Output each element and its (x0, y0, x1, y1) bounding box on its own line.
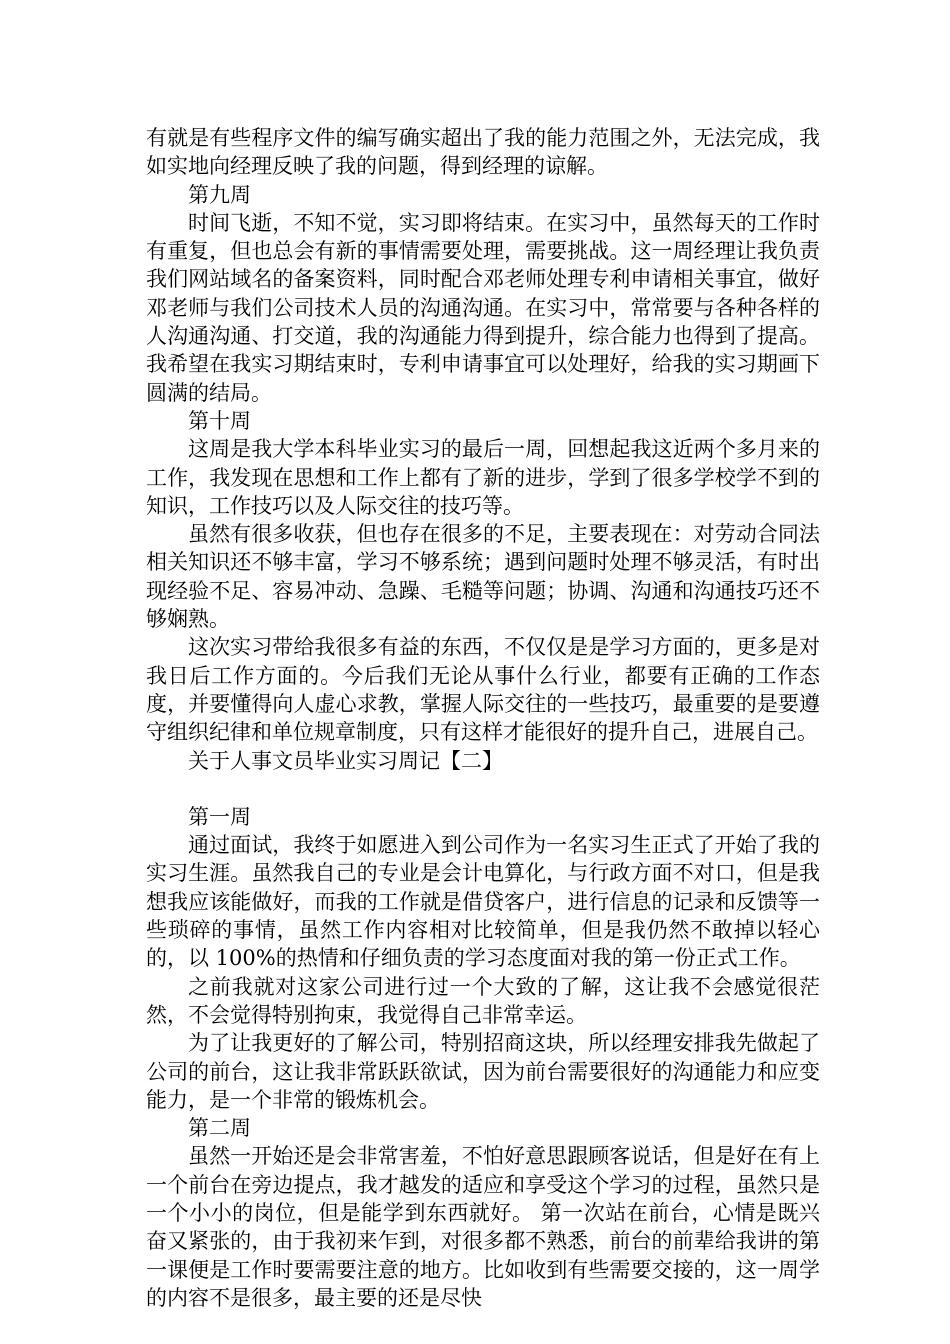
document-body (146, 124, 820, 1312)
paragraph: 为了让我更好的了解公司，特别招商这块，所以经理安排我先做起了公司的前台，这让我非常跃跃欲试，因为前台需要很好的沟通能力和应变能力，是一个非常的锻炼机会。 (146, 1031, 820, 1112)
paragraph: 时间飞逝，不知不觉，实习即将结束。在实习中，虽然每天的工作时有重复，但也总会有新的事情需要处理，需要挑战。这一周经理让我负责我们网站域名的备案资料，同时配合邓老师处理专利申请相关事宜，做好邓老师与我们公司技术人员的沟通沟通。在实习中，常常要与各种各样的人沟通沟通、打交道，我的沟通能力得到提升，综合能力也得到了提高。我希望在我实习期结束时，专利申请事宜可以处理好，给我的实习期画下圆满的结局。 (146, 210, 820, 405)
paragraph: 这次实习带给我很多有益的东西，不仅仅是是学习方面的，更多是对我日后工作方面的。今后我们无论从事什么行业，都要有正确的工作态度，并要懂得向人虚心求教，掌握人际交往的一些技巧，最重要的是要遵守组织纪律和单位规章制度，只有这样才能很好的提升自己，进展自己。 (146, 635, 820, 745)
document-subtitle: 关于人事文员毕业实习周记【二】 (188, 748, 503, 773)
paragraph: 有就是有些程序文件的编写确实超出了我的能力范围之外，无法完成，我如实地向经理反映了我的问题，得到经理的谅解。 (146, 126, 820, 179)
paragraph: 这周是我大学本科毕业实习的最后一周，回想起我这近两个多月来的工作，我发现在思想和工作上都有了新的进步，学到了很多学校学不到的知识，工作技巧以及人际交往的技巧等。 (146, 437, 820, 518)
paragraph: 通过面试，我终于如愿进入到公司作为一名实习生正式了开始了我的实习生涯。虽然我自己的专业是会计电算化，与行政方面不对口，但是我想我应该能做好，而我的工作就是借贷客户，进行信息的记录和反馈等一些琐碎的事情，虽然工作内容相对比较简单，但是我仍然不敢掉以轻心的，以 100%的热情和仔细负责的学习态度面对我的第一份正式工作。 (146, 833, 820, 971)
paragraph: 之前我就对这家公司进行过一个大致的了解，这让我不会感觉很茫然，不会觉得特别拘束，我觉得自己非常幸运。 (146, 974, 820, 1027)
section-heading-week-9: 第九周 (188, 182, 251, 207)
paragraph: 虽然一开始还是会非常害羞，不怕好意思跟顾客说话，但是好在有上一个前台在旁边提点，我才越发的适应和享受这个学习的过程，虽然只是一个小小的岗位，但是能学到东西就好。 第一次站在前台，心情是既兴奋又紧张的，由于我初来乍到，对很多都不熟悉，前台的前辈给我讲的第一课便是工作时要需要注意的地方。比如收到有些需要交接的，这一周学的内容不是很多，最主要的还是尽快 (146, 1144, 820, 1310)
blank-line (146, 775, 820, 803)
section-heading-week-1: 第一周 (188, 804, 251, 829)
section-heading-week-2: 第二周 (188, 1116, 251, 1141)
section-heading-week-10: 第十周 (188, 408, 251, 433)
paragraph: 虽然有很多收获，但也存在很多的不足，主要表现在：对劳动合同法相关知识还不够丰富，学习不够系统；遇到问题时处理不够灵活，有时出现经验不足、容易冲动、急躁、毛糙等问题；协调、沟通和沟通技巧还不够娴熟。 (146, 522, 820, 632)
